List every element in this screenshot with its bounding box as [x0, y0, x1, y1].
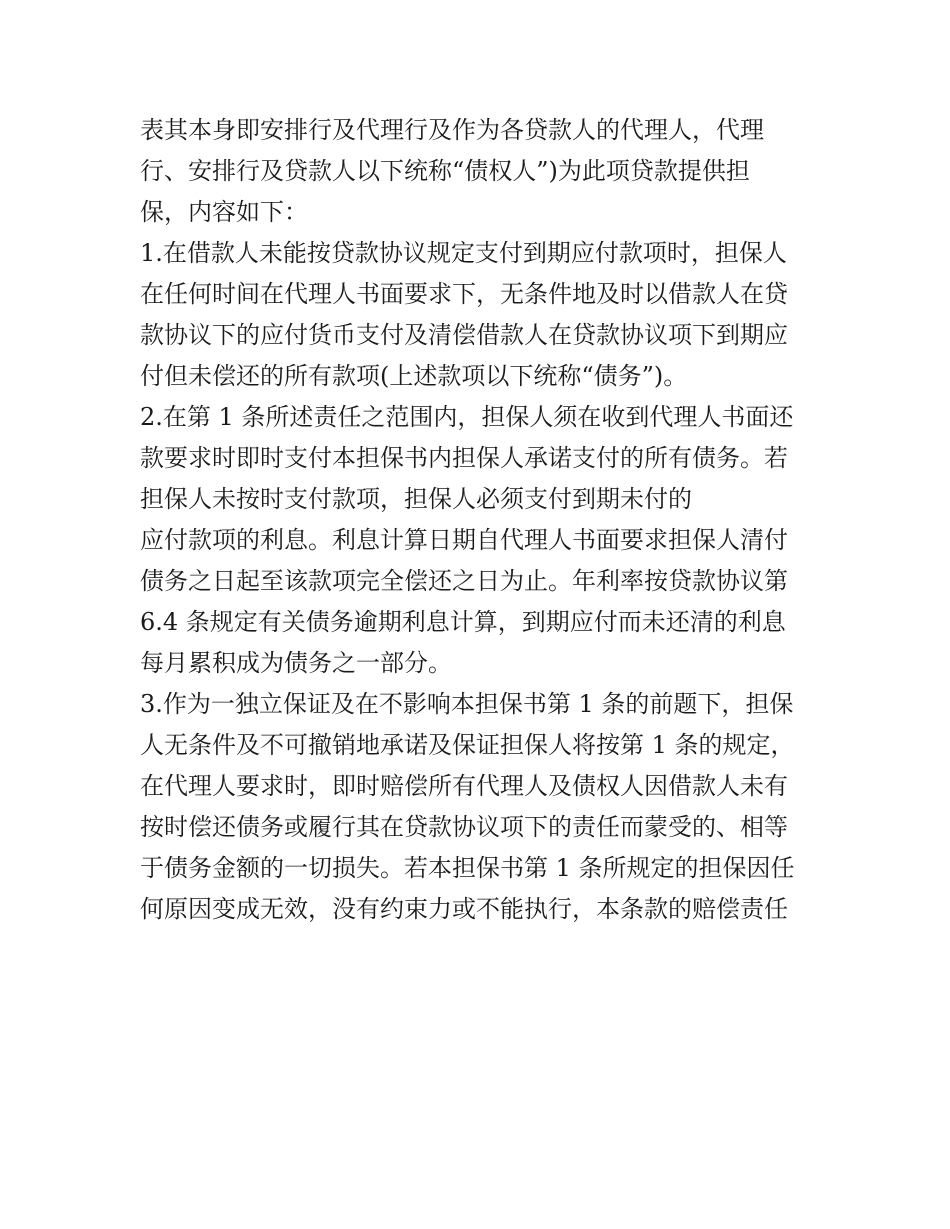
clause-2-line-2: 款要求时即时支付本担保书内担保人承诺支付的所有债务。若: [140, 444, 788, 472]
clause-1-line-2: 在任何时间在代理人书面要求下，无条件地及时以借款人在贷: [140, 280, 788, 308]
clause-2-line-1: 2.在第 1 条所述责任之范围内，担保人须在收到代理人书面还: [140, 403, 794, 431]
clause-3-line-4: 按时偿还债务或履行其在贷款协议项下的责任而蒙受的、相等: [140, 813, 788, 841]
clause-2-line-4: 应付款项的利息。利息计算日期自代理人书面要求担保人清付: [140, 526, 788, 554]
clause-1-line-1: 1.在借款人未能按贷款协议规定支付到期应付款项时，担保人: [140, 239, 787, 267]
clause-1-line-4: 付但未偿还的所有款项(上述款项以下统称“债务”)。: [140, 362, 688, 390]
clause-1-line-3: 款协议下的应付货币支付及清偿借款人在贷款协议项下到期应: [140, 321, 788, 349]
clause-3-line-6: 何原因变成无效，没有约束力或不能执行，本条款的赔偿责任: [140, 895, 788, 923]
text-line-3: 保，内容如下：: [140, 198, 308, 226]
clause-3-line-2: 人无条件及不可撤销地承诺及保证担保人将按第 1 条的规定，: [140, 731, 795, 759]
clause-3-line-1: 3.作为一独立保证及在不影响本担保书第 1 条的前题下，担保: [140, 690, 794, 718]
clause-3-line-5: 于债务金额的一切损失。若本担保书第 1 条所规定的担保因任: [140, 854, 795, 882]
text-line-2: 行、安排行及贷款人以下统称“债权人”)为此项贷款提供担: [140, 157, 750, 185]
clause-2-line-6: 6.4 条规定有关债务逾期利息计算，到期应付而未还清的利息: [140, 608, 786, 636]
document-body: [140, 110, 830, 930]
clause-2-line-3: 担保人未按时支付款项，担保人必须支付到期未付的: [140, 485, 692, 513]
clause-3-line-3: 在代理人要求时，即时赔偿所有代理人及债权人因借款人未有: [140, 772, 788, 800]
clause-2-line-5: 债务之日起至该款项完全偿还之日为止。年利率按贷款协议第: [140, 567, 788, 595]
text-line-1: 表其本身即安排行及代理行及作为各贷款人的代理人，代理: [140, 116, 764, 144]
clause-2-line-7: 每月累积成为债务之一部分。: [140, 649, 452, 677]
